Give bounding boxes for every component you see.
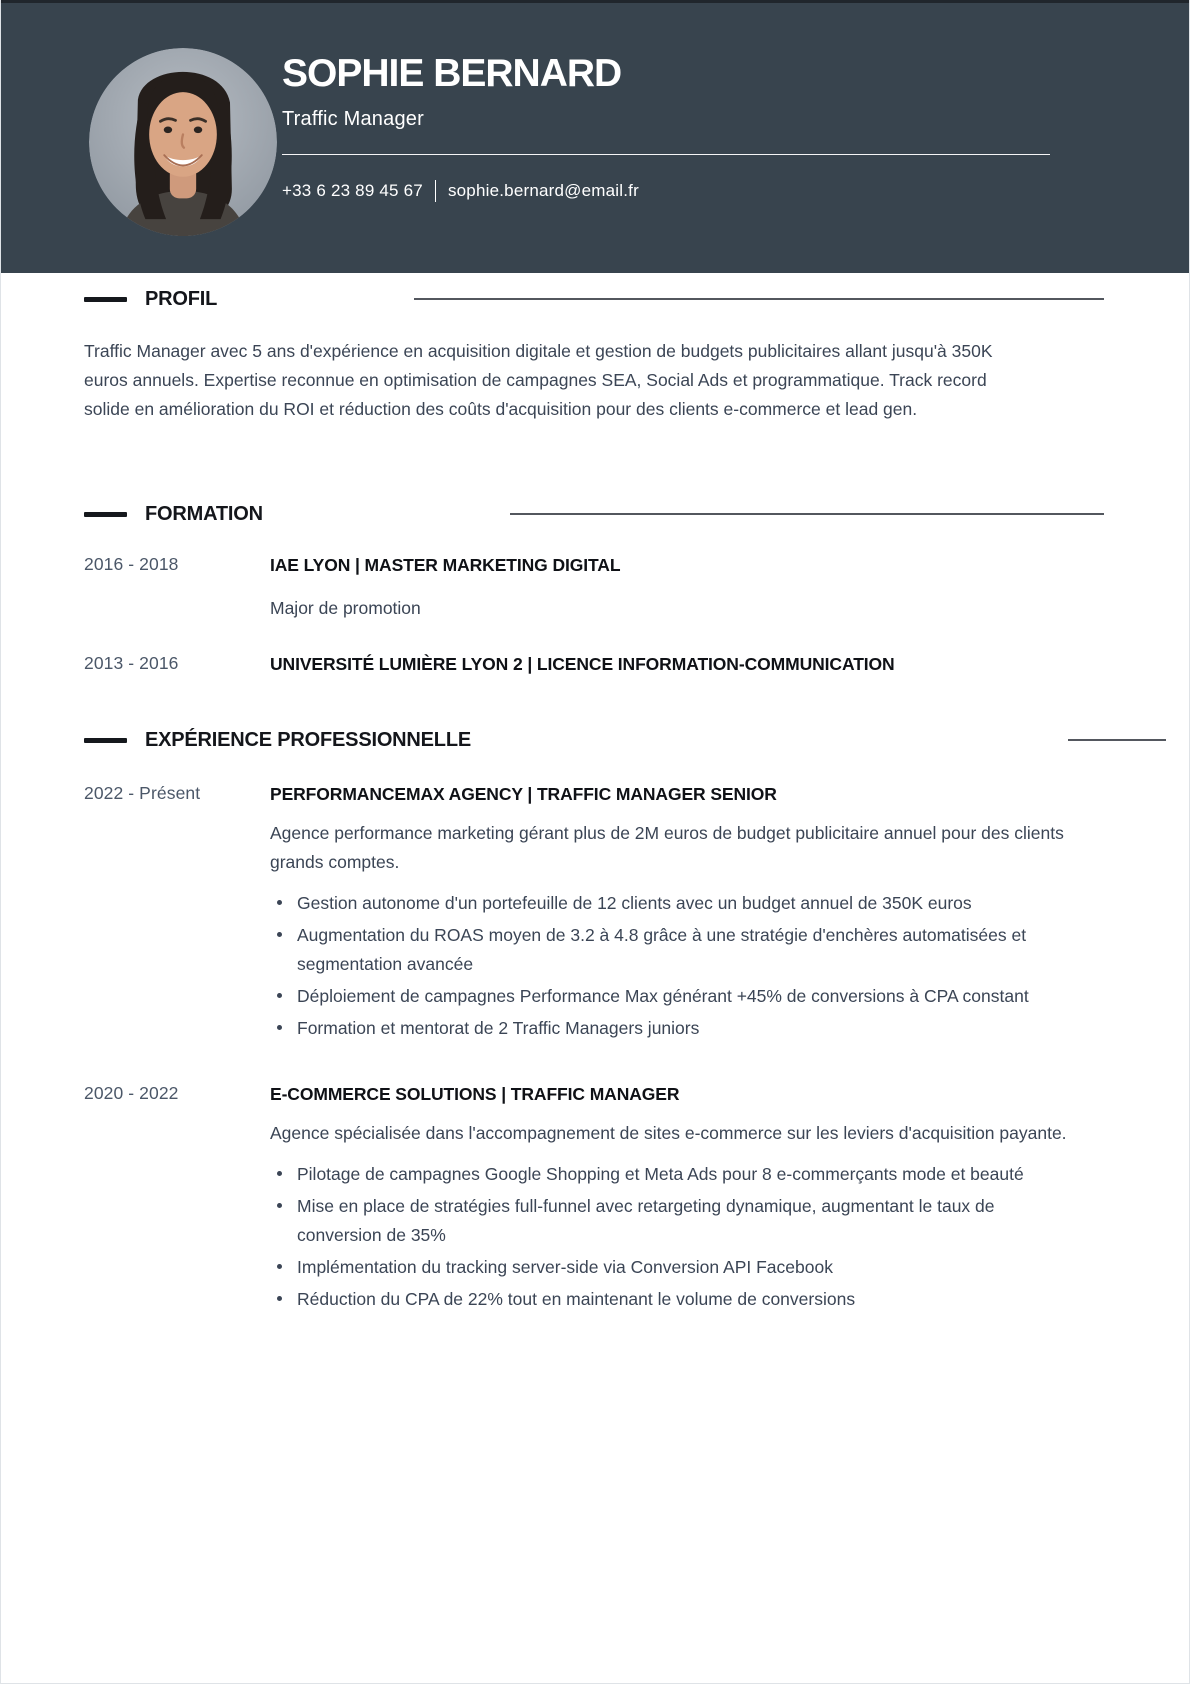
- entry-title: UNIVERSITÉ LUMIÈRE LYON 2 | LICENCE INFORMATION-COMMUNICATION: [270, 654, 895, 674]
- entry-content: [270, 1082, 1104, 1317]
- phone-number: +33 6 23 89 45 67: [282, 181, 423, 201]
- entry-period: 2022 - Présent: [84, 783, 201, 803]
- section-title: PROFIL: [145, 288, 218, 310]
- formation-entry: [84, 553, 1104, 620]
- header-banner: [1, 3, 1189, 273]
- experience-entry: [84, 1082, 1104, 1317]
- job-title: Traffic Manager: [282, 108, 424, 131]
- entry-title: IAE LYON | MASTER MARKETING DIGITAL: [270, 555, 621, 575]
- section-experience: [84, 728, 1104, 1317]
- heading-rule: [414, 298, 1104, 300]
- formation-entry: [84, 652, 1104, 676]
- entry-bullets: [270, 1160, 1104, 1314]
- entry-period: 2013 - 2016: [84, 653, 179, 673]
- profile-photo: [89, 48, 277, 236]
- entry-description: Agence spécialisée dans l'accompagnement de sites e-commerce sur les leviers d'acquisition payante.: [270, 1123, 1067, 1143]
- bullet-item: Réduction du CPA de 22% tout en maintenant le volume de conversions: [270, 1285, 1062, 1314]
- heading-dash-icon: [84, 738, 127, 743]
- entry-content: [270, 782, 1104, 1046]
- section-formation: [84, 502, 1104, 676]
- section-formation-heading: [84, 502, 1104, 526]
- heading-dash-icon: [84, 297, 127, 302]
- bullet-item: Formation et mentorat de 2 Traffic Managers juniors: [270, 1014, 1062, 1043]
- formation-entries: [84, 553, 1104, 676]
- heading-dash-icon: [84, 512, 127, 517]
- section-profil: [84, 287, 1104, 424]
- entry-note: Major de promotion: [270, 598, 421, 618]
- bullet-item: Implémentation du tracking server-side via Conversion API Facebook: [270, 1253, 1062, 1282]
- experience-entries: [84, 782, 1104, 1317]
- entry-period: 2016 - 2018: [84, 554, 179, 574]
- contact-row: [282, 180, 1104, 202]
- entry-description: Agence performance marketing gérant plus de 2M euros de budget publicitaire annuel pour des clients grands comptes.: [270, 823, 1064, 872]
- bullet-item: Pilotage de campagnes Google Shopping et Meta Ads pour 8 e-commerçants mode et beauté: [270, 1160, 1062, 1189]
- cv-body: [1, 273, 1189, 1317]
- entry-title: PERFORMANCEMAX AGENCY | TRAFFIC MANAGER SENIOR: [270, 784, 777, 804]
- entry-content: [270, 553, 1104, 620]
- section-profil-heading: [84, 287, 1104, 311]
- experience-entry: [84, 782, 1104, 1046]
- bullet-item: Gestion autonome d'un portefeuille de 12 clients avec un budget annuel de 350K euros: [270, 889, 1062, 918]
- bullet-item: Augmentation du ROAS moyen de 3.2 à 4.8 grâce à une stratégie d'enchères automatisées et segmentation avancée: [270, 921, 1062, 979]
- entry-bullets: [270, 889, 1104, 1043]
- section-title: FORMATION: [145, 503, 263, 525]
- entry-title: E-COMMERCE SOLUTIONS | TRAFFIC MANAGER: [270, 1084, 680, 1104]
- section-experience-heading: [84, 728, 1104, 752]
- profil-text: Traffic Manager avec 5 ans d'expérience en acquisition digitale et gestion de budgets publicitaires allant jusqu'à 350K euros annuels. Expertise reconnue en optimisation de campagnes SEA, Social Ads et programmatique. Track record solide en amélioration du ROI et réduction des coûts d'acquisition pour des clients e-commerce et lead gen.: [84, 341, 993, 419]
- heading-rule: [1068, 739, 1166, 741]
- contact-separator: [435, 180, 436, 202]
- portrait-illustration: [89, 48, 277, 236]
- entry-period: 2020 - 2022: [84, 1083, 179, 1103]
- bullet-item: Mise en place de stratégies full-funnel avec retargeting dynamique, augmentant le taux de conversion de 35%: [270, 1192, 1062, 1250]
- entry-content: [270, 652, 1104, 676]
- bullet-item: Déploiement de campagnes Performance Max générant +45% de conversions à CPA constant: [270, 982, 1062, 1011]
- email-address: sophie.bernard@email.fr: [447, 181, 639, 201]
- name-heading: SOPHIE BERNARD: [282, 52, 622, 95]
- header-divider: [282, 154, 1050, 155]
- heading-rule: [510, 513, 1104, 515]
- section-title: EXPÉRIENCE PROFESSIONNELLE: [145, 729, 471, 751]
